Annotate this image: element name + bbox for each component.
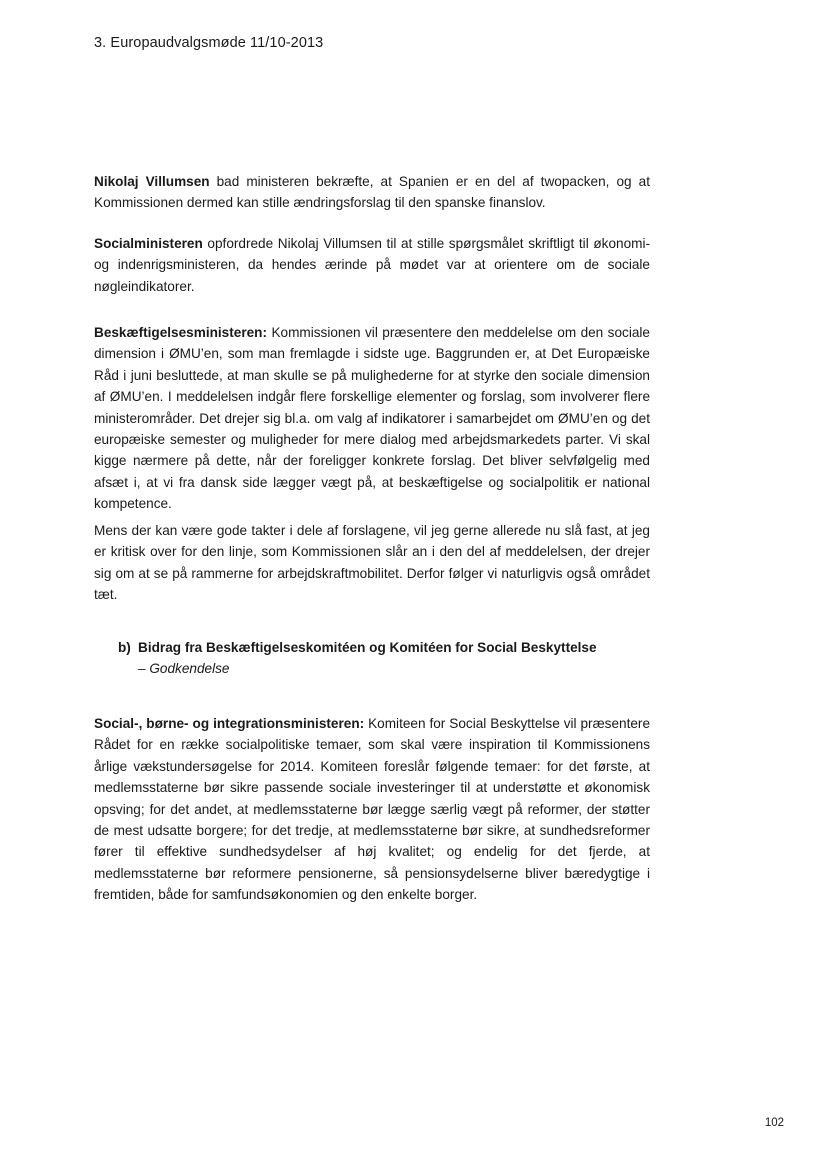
paragraph-text: opfordrede Nikolaj Villumsen til at stille spørgsmålet skriftligt til økonomi- og indenrigsministeren, da hendes ærinde på mødet var at orientere om de sociale nøgleindikatorer. [94, 236, 650, 294]
agenda-item-subtitle: – Godkendelse [138, 660, 230, 676]
paragraph [94, 322, 650, 515]
paragraph-text: Mens der kan være gode takter i dele af forslagene, vil jeg gerne allerede nu slå fast, at jeg er kritisk over for den linje, som Kommissionen slår an i den del af meddelelsen, der drejer sig om at se på rammerne for arbejdskraftmobilitet. Derfor følger vi naturligvis også området tæt. [94, 523, 650, 603]
agenda-item-marker: b) [118, 640, 131, 655]
paragraph [94, 171, 650, 214]
paragraph [94, 520, 650, 606]
paragraph [94, 713, 650, 906]
speaker-name: Nikolaj Villumsen [94, 174, 210, 189]
paragraph-text: Kommissionen vil præsentere den meddelelse om den sociale dimension i ØMU’en, som man fremlagde i sidste uge. Baggrunden er, at Det Europæiske Råd i juni besluttede, at man skulle se på mulighederne for at styrke den sociale dimension af ØMU’en. I meddelelsen indgår flere forskellige elementer og forslag, som involverer flere ministerområder. Det drejer sig bl.a. om valg af indikatorer i samarbejdet om ØMU’en og det europæiske semester og muligheder for mere dialog med arbejdsmarkedets parter. Vi skal kigge nærmere på dette, når der foreligger konkrete forslag. Det bliver selvfølgelig med afsæt i, at vi fra dansk side lægger vægt på, at beskæftigelse og socialpolitik er national kompetence. [94, 325, 650, 512]
paragraph-text: Komiteen for Social Beskyttelse vil præsentere Rådet for en række socialpolitiske temaer, som skal være inspiration til Kommissionens årlige vækstundersøgelse for 2014. Komiteen foreslår følgende temaer: for det første, at medlemsstaterne bør sikre passende sociale investeringer til at understøtte et økonomisk opsving; for det andet, at medlemsstaterne bør lægge særlig vægt på reformer, der støtter de mest udsatte borgere; for det tredje, at medlemsstaterne bør sikre, at sundhedsreformer fører til effektive sundhedsydelser af høj kvalitet; og endelig for det fjerde, at medlemsstaterne bør reformere pensionerne, så pensionsydelserne bliver bæredygtige i fremtiden, både for samfundsøkonomien og den enkelte borger. [94, 716, 651, 903]
page-number: 102 [764, 1117, 784, 1129]
agenda-item-title: Bidrag fra Beskæftigelseskomitéen og Komitéen for Social Beskyttelse [138, 640, 597, 655]
speaker-name: Socialministeren [94, 236, 203, 251]
speaker-name: Beskæftigelsesministeren: [94, 325, 268, 340]
agenda-item [118, 638, 638, 679]
page-header: 3. Europaudvalgsmøde 11/10-2013 [94, 35, 324, 51]
speaker-name: Social-, børne- og integrationsministeren: [94, 716, 365, 731]
paragraph-text: bad ministeren bekræfte, at Spanien er en del af twopacken, og at Kommissionen dermed kan stille ændringsforslag til den spanske finanslov. [94, 174, 650, 211]
paragraph [94, 233, 650, 297]
